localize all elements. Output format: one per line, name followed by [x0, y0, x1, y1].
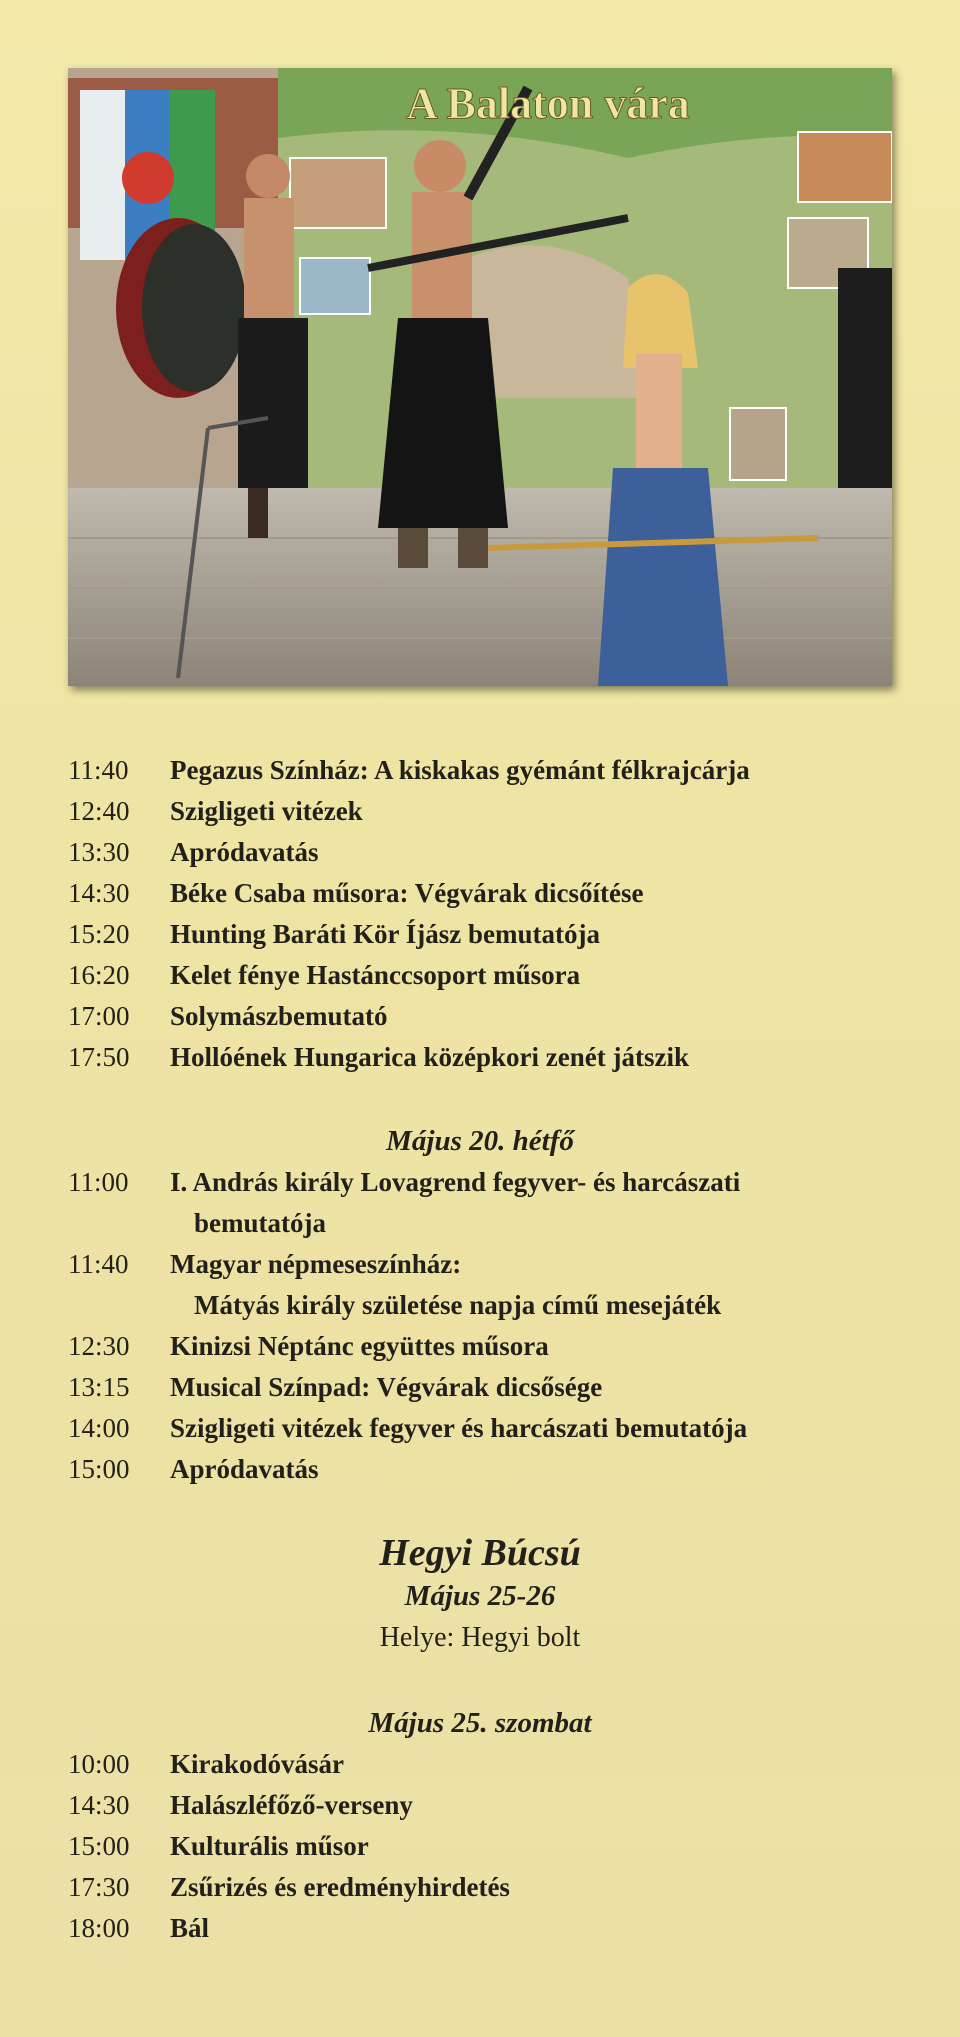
schedule-row — [68, 1037, 928, 1078]
event: Pegazus Színház: A kiskakas gyémánt félkrajcárja — [170, 755, 750, 785]
schedule-row — [68, 1244, 928, 1285]
event: Apródavatás — [170, 837, 319, 867]
time: 14:30 — [68, 1790, 130, 1820]
schedule-row — [68, 914, 928, 955]
event-photo — [68, 68, 892, 686]
schedule-row — [68, 1408, 928, 1449]
section-dates: Május 25-26 — [404, 1580, 556, 1612]
time: 14:00 — [68, 1413, 130, 1443]
section-title: Hegyi Búcsú — [379, 1532, 581, 1574]
event: Szigligeti vitézek — [170, 796, 363, 826]
event: Kelet fénye Hastánccsoport műsora — [170, 960, 581, 990]
schedule-row — [68, 1785, 928, 1826]
event: Magyar népmeseszínház: — [170, 1249, 462, 1279]
time: 11:00 — [68, 1167, 129, 1197]
event: Bál — [170, 1913, 210, 1943]
time: 12:30 — [68, 1331, 130, 1361]
schedule-block-day2 — [68, 1121, 928, 1490]
schedule-block-hegyi — [68, 1703, 928, 1949]
time: 14:30 — [68, 878, 130, 908]
day-heading: Május 20. hétfő — [386, 1125, 574, 1157]
time: 17:00 — [68, 1001, 130, 1031]
performers-photo-illustration — [68, 68, 892, 686]
schedule-row — [68, 1367, 928, 1408]
time: 10:00 — [68, 1749, 130, 1779]
time: 18:00 — [68, 1913, 130, 1943]
event: Kirakodóvásár — [170, 1749, 345, 1779]
time: 17:30 — [68, 1872, 130, 1902]
day-heading: Május 25. szombat — [368, 1707, 592, 1739]
time: 15:00 — [68, 1454, 130, 1484]
event: Zsűrizés és eredményhirdetés — [170, 1872, 510, 1902]
schedule-row — [68, 996, 928, 1037]
schedule-row — [68, 1744, 928, 1785]
event-continuation: Mátyás király születése napja című mesejáték — [194, 1290, 722, 1320]
event: Halászléfőző-verseny — [170, 1790, 413, 1820]
time: 12:40 — [68, 796, 130, 826]
event: I. András király Lovagrend fegyver- és harcászati — [170, 1167, 741, 1197]
schedule-row — [68, 1326, 928, 1367]
event: Kulturális műsor — [170, 1831, 369, 1861]
schedule-block-1 — [68, 750, 928, 1078]
schedule-row — [68, 1449, 928, 1490]
event: Apródavatás — [170, 1454, 319, 1484]
event: Béke Csaba műsora: Végvárak dicsőítése — [170, 878, 644, 908]
event-continuation: bemutatója — [194, 1208, 326, 1238]
time: 17:50 — [68, 1042, 130, 1072]
time: 11:40 — [68, 755, 129, 785]
event: Szigligeti vitézek fegyver és harcászati bemutatója — [170, 1413, 748, 1443]
schedule-row — [68, 1867, 928, 1908]
banner-text: A Balaton vára — [406, 79, 690, 128]
time: 13:30 — [68, 837, 130, 867]
time: 15:00 — [68, 1831, 130, 1861]
time: 16:20 — [68, 960, 130, 990]
time: 15:20 — [68, 919, 130, 949]
event: Hunting Baráti Kör Íjász bemutatója — [170, 919, 600, 949]
schedule-row — [68, 1162, 928, 1203]
schedule-row — [68, 1908, 928, 1949]
schedule-row — [68, 750, 928, 791]
schedule-row — [68, 1826, 928, 1867]
schedule-row — [68, 873, 928, 914]
schedule-row — [68, 955, 928, 996]
event: Musical Színpad: Végvárak dicsősége — [170, 1372, 603, 1402]
event: Kinizsi Néptánc együttes műsora — [170, 1331, 549, 1361]
schedule-row — [68, 832, 928, 873]
time: 13:15 — [68, 1372, 130, 1402]
schedule-row — [68, 791, 928, 832]
time: 11:40 — [68, 1249, 129, 1279]
event: Solymászbemutató — [170, 1001, 388, 1031]
section-place: Helye: Hegyi bolt — [379, 1622, 581, 1653]
event: Hollóének Hungarica középkori zenét játszik — [170, 1042, 689, 1072]
hegyi-bucsu-section — [68, 1530, 928, 1658]
